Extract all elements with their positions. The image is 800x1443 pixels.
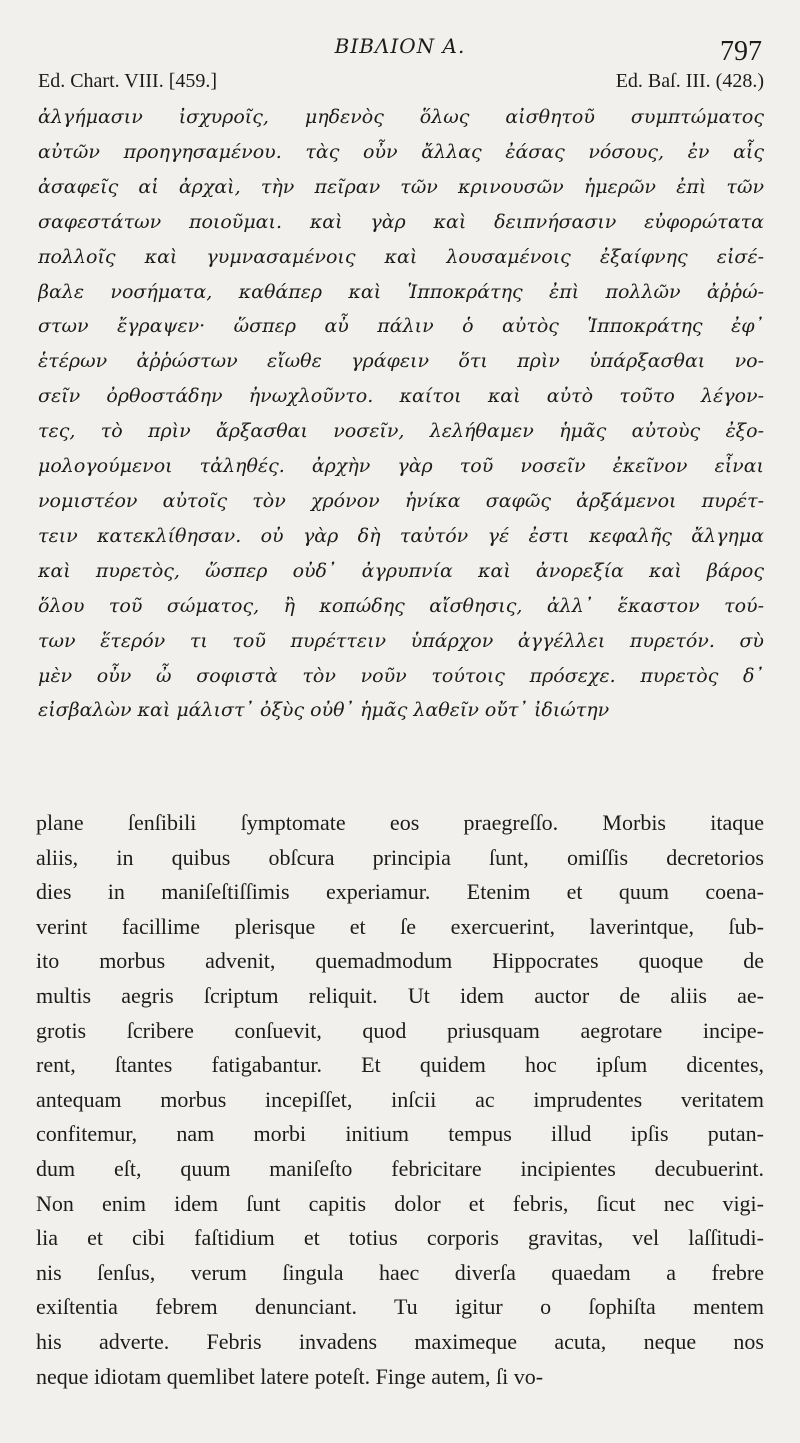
latin-text-line: grotis ſcribere conſuevit, quod priusquam aegrotare incipe- <box>36 1017 764 1043</box>
greek-text-line: ἑτέρων ἀῤῥώστων εἴωθε γράφειν ὅτι πρὶν ὑπάρξασθαι νο- <box>38 350 764 373</box>
latin-text-line: antequam morbus incepiſſet, inſcii ac imprudentes veritatem <box>36 1086 764 1112</box>
greek-text-line: καὶ πυρετὸς, ὥσπερ οὐδ᾽ ἀγρυπνία καὶ ἀνορεξία καὶ βάρος <box>38 559 764 582</box>
greek-text-line: μὲν οὖν ὦ σοφιστὰ τὸν νοῦν τούτοις πρόσεχε. πυρετὸς δ᾽ <box>38 664 764 687</box>
greek-text-block <box>38 100 764 740</box>
latin-text-line: his adverte. Febris invadens maximeque acuta, neque nos <box>36 1328 764 1354</box>
latin-text-line: Non enim idem ſunt capitis dolor et febris, ſicut nec vigi- <box>36 1190 764 1216</box>
page-number: 797 <box>720 36 762 67</box>
greek-text-line: μολογούμενοι τἀληθές. ἀρχὴν γὰρ τοῦ νοσεῖν ἐκεῖνον εἶναι <box>38 455 764 478</box>
greek-text-line: στων ἔγραψεν· ὥσπερ αὖ πάλιν ὁ αὐτὸς Ἱπποκράτης ἐφ᾽ <box>38 315 764 338</box>
greek-text-line: εἰσβαλὼν καὶ μάλιστ᾽ ὀξὺς οὐθ᾽ ἡμᾶς λαθεῖν οὔτ᾽ ἰδιώτην <box>38 699 610 722</box>
greek-text-line: τειν κατεκλίθησαν. οὐ γὰρ δὴ ταὐτόν γέ ἐστι κεφαλῆς ἄλγημα <box>38 524 764 547</box>
latin-text-line: exiſtentia febrem denunciant. Tu igitur o ſophiſta mentem <box>36 1294 764 1320</box>
latin-text-line: aliis, in quibus obſcura principia ſunt, omiſſis decretorios <box>36 844 764 870</box>
greek-text-line: τες, τὸ πρὶν ἄρξασθαι νοσεῖν, λελήθαμεν ἡμᾶς αὐτοὺς ἐξο- <box>38 420 764 443</box>
latin-text-line: lia et cibi faſtidium et totius corporis gravitas, vel laſſitudi- <box>36 1225 764 1251</box>
greek-text-line: ἀσαφεῖς αἱ ἀρχαὶ, τὴν πεῖραν τῶν κρινουσῶν ἡμερῶν ἐπὶ τῶν <box>38 175 764 198</box>
greek-text-line: των ἕτερόν τι τοῦ πυρέττειν ὑπάρχον ἀγγέλλει πυρετόν. σὺ <box>38 629 764 652</box>
greek-text-line: αὐτῶν προηγησαμένου. τὰς οὖν ἄλλας ἐάσας νόσους, ἐν αἷς <box>38 140 764 163</box>
latin-text-line: plane ſenſibili ſymptomate eos praegreſſo. Morbis itaque <box>36 810 764 835</box>
latin-text-line: ito morbus advenit, quemadmodum Hippocrates quoque de <box>36 948 764 974</box>
greek-text-line: ὅλου τοῦ σώματος, ἢ κοπώδης αἴσθησις, ἀλλ᾽ ἕκαστον τού- <box>38 594 764 617</box>
latin-text-line: verint facillime plerisque et ſe exercuerint, laverintque, ſub- <box>36 913 764 939</box>
latin-text-line: nis ſenſus, verum ſingula haec diverſa quaedam a frebre <box>36 1259 764 1285</box>
edition-left: Ed. Chart. VIII. [459.] <box>38 70 218 92</box>
latin-text-line: dum eſt, quum maniſeſto febricitare incipientes decubuerint. <box>36 1155 764 1181</box>
latin-text-line: dies in maniſeſtiſſimis experiamur. Etenim et quum coena- <box>36 879 764 905</box>
greek-text-line: ἀλγήμασιν ἰσχυροῖς, μηδενὸς ὅλως αἰσθητοῦ συμπτώματος <box>38 106 764 128</box>
latin-text-line: neque idiotam quemlibet latere poteſt. Finge autem, ſi vo- <box>36 1363 544 1389</box>
latin-text-block <box>36 806 764 1416</box>
greek-text-line: σαφεστάτων ποιοῦμαι. καὶ γὰρ καὶ δειπνήσασιν εὐφορώτατα <box>38 210 764 233</box>
greek-text-line: σεῖν ὀρθοστάδην ἠνωχλοῦντο. καίτοι καὶ αὐτὸ τοῦτο λέγον- <box>38 385 764 408</box>
latin-text-line: rent, ſtantes fatigabantur. Et quidem hoc ipſum dicentes, <box>36 1052 764 1078</box>
latin-text-line: confitemur, nam morbi initium tempus illud ipſis putan- <box>36 1121 764 1147</box>
edition-references <box>38 70 764 93</box>
greek-text-line: νομιστέον αὐτοῖς τὸν χρόνον ἡνίκα σαφῶς ἀρξάμενοι πυρέτ- <box>38 489 764 512</box>
running-title: ΒΙΒΛΙΟΝ Α. <box>334 34 466 58</box>
greek-text-line: πολλοῖς καὶ γυμνασαμένοις καὶ λουσαμένοις ἐξαίφνης εἰσέ- <box>38 245 764 268</box>
latin-text-line: multis aegris ſcriptum reliquit. Ut idem auctor de aliis ae- <box>36 982 764 1008</box>
edition-right: Ed. Baſ. III. (428.) <box>615 70 764 92</box>
greek-text-line: βαλε νοσήματα, καθάπερ καὶ Ἱπποκράτης ἐπὶ πολλῶν ἀῤῥώ- <box>38 280 764 303</box>
